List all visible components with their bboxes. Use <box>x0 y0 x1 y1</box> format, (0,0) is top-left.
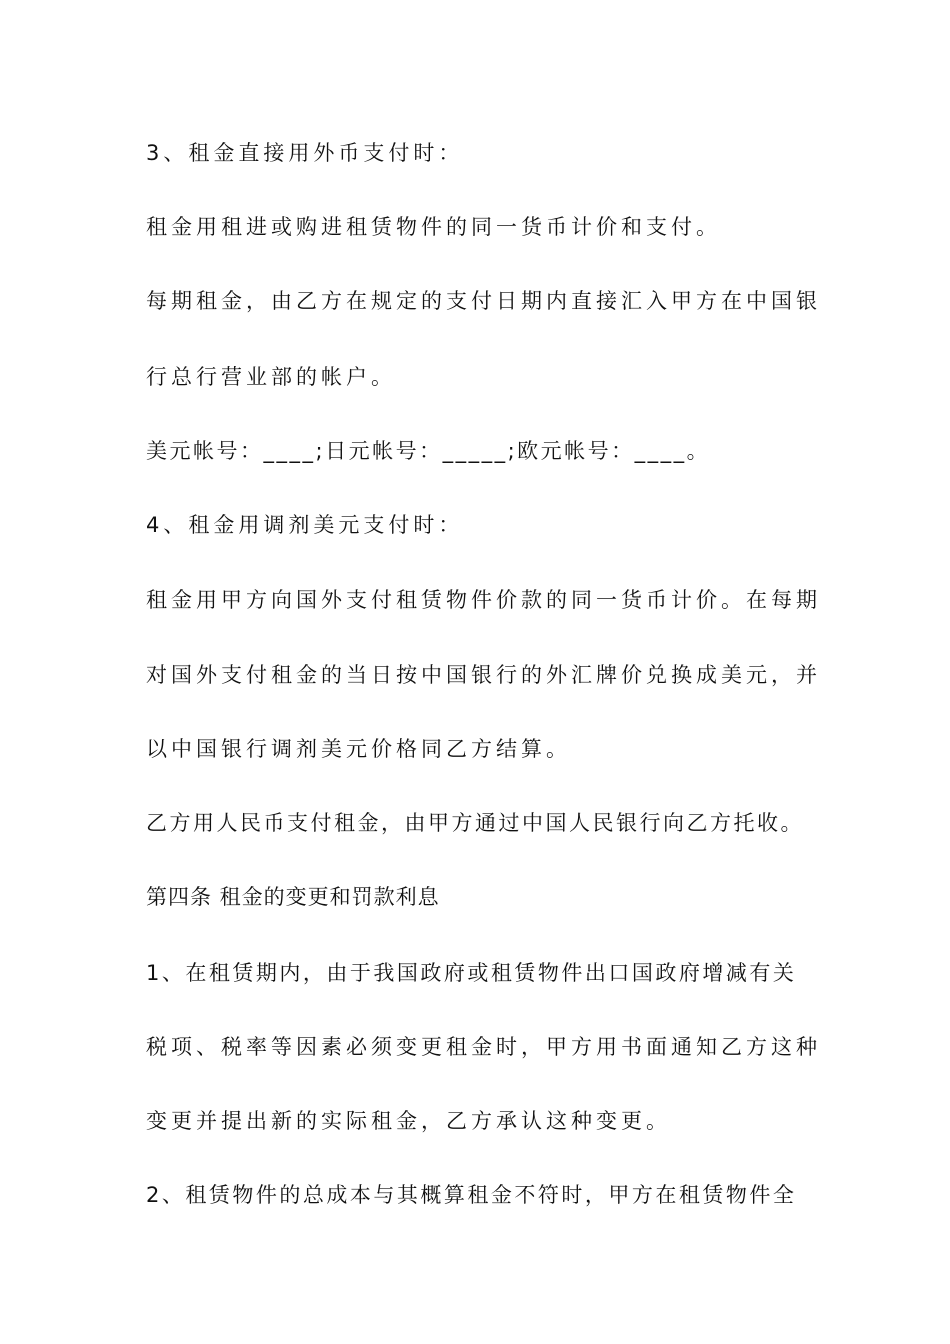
article-4-heading: 第四条 租金的变更和罚款利息 <box>146 885 440 909</box>
paragraph-line: 对国外支付租金的当日按中国银行的外汇牌价兑换成美元，并 <box>146 663 821 687</box>
paragraph-line: 变更并提出新的实际租金，乙方承认这种变更。 <box>146 1109 671 1133</box>
paragraph-line: 1、在租赁期内，由于我国政府或租赁物件出口国政府增减有关 <box>146 961 797 985</box>
paragraph-line: 以中国银行调剂美元价格同乙方结算。 <box>146 737 571 761</box>
paragraph-line: 租金用租进或购进租赁物件的同一货币计价和支付。 <box>146 215 721 239</box>
paragraph-line: 租金用甲方向国外支付租赁物件价款的同一货币计价。在每期 <box>146 588 821 612</box>
paragraph-line: 税项、税率等因素必须变更租金时，甲方用书面通知乙方这种 <box>146 1035 821 1059</box>
paragraph-line: 行总行营业部的帐户。 <box>146 365 396 389</box>
paragraph-line: 乙方用人民币支付租金，由甲方通过中国人民银行向乙方托收。 <box>146 811 804 835</box>
paragraph-line: 每期租金，由乙方在规定的支付日期内直接汇入甲方在中国银 <box>146 289 821 313</box>
paragraph-line: 2、租赁物件的总成本与其概算租金不符时，甲方在租赁物件全 <box>146 1183 797 1207</box>
clause-3-heading: 3、租金直接用外币支付时： <box>146 141 464 165</box>
account-numbers-line: 美元帐号：____;日元帐号：_____;欧元帐号：____。 <box>146 439 711 463</box>
clause-4-heading: 4、租金用调剂美元支付时： <box>146 513 464 537</box>
